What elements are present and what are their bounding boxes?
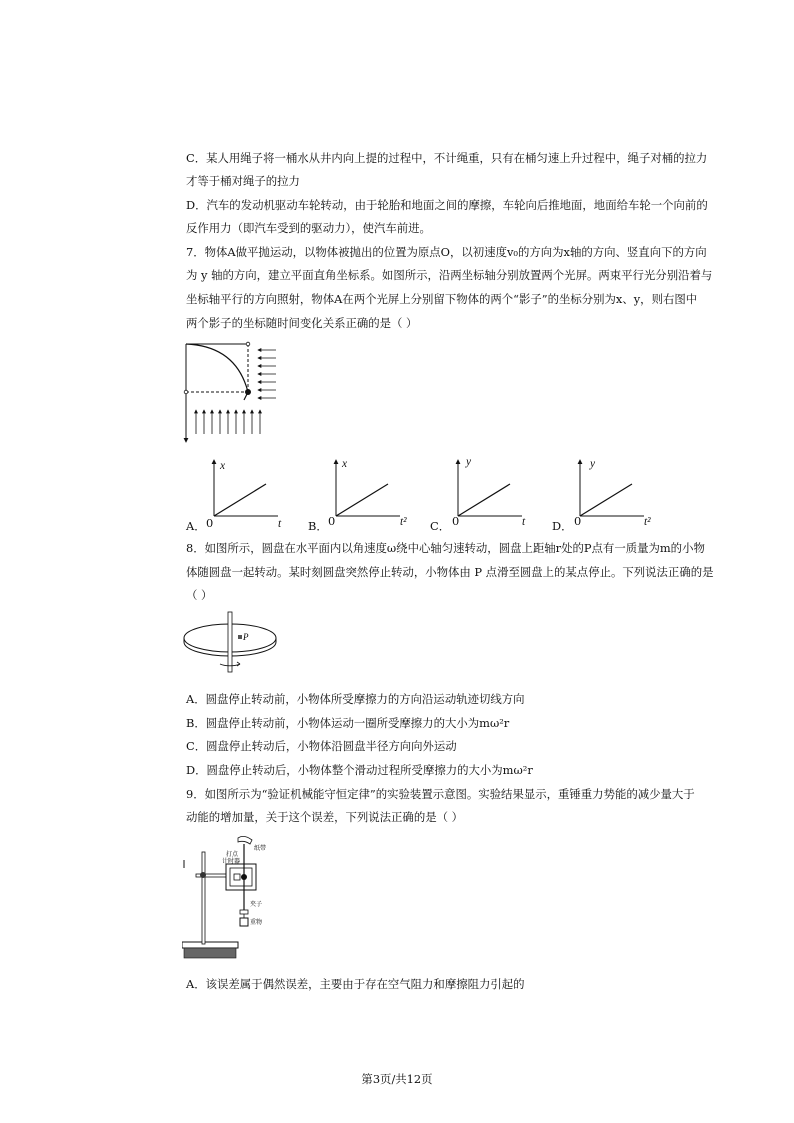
origin-label: 0 — [452, 514, 460, 528]
page-footer: 第3页/共12页 — [361, 1072, 433, 1086]
text-line: D．圆盘停止转动后，小物体整个滑动过程所受摩擦力的大小为mω²r — [186, 763, 533, 777]
text-line: 8．如图所示，圆盘在水平面内以角速度ω绕中心轴匀速转动，圆盘上距轴r处的P点有一质量为m的小物 — [186, 541, 705, 555]
timer-label-2: 计时器 — [222, 858, 241, 865]
x-axis-label: t — [522, 516, 526, 528]
text-line: A．该误差属于偶然误差，主要由于存在空气阻力和摩擦阻力引起的 — [186, 977, 525, 991]
text-line: 才等于桶对绳子的拉力 — [186, 174, 300, 188]
y-axis-label: x — [220, 460, 226, 472]
text-line: 体随圆盘一起转动。某时刻圆盘突然停止转动，小物体由 P 点滑至圆盘上的某点停止。下列说法正确的是 — [186, 565, 714, 579]
text-line: （ ） — [186, 588, 213, 602]
text-line: A．圆盘停止转动前，小物体所受摩擦力的方向沿运动轨迹切线方向 — [186, 692, 525, 706]
text-line: 7．物体A做平抛运动，以物体被抛出的位置为原点O，以初速度v₀的方向为x轴的方向、竖直向下的方向 — [186, 245, 707, 259]
rotating-disc-figure — [180, 608, 280, 678]
graph-a — [206, 456, 286, 536]
origin-label: 0 — [328, 514, 336, 528]
graph-c — [450, 456, 530, 536]
text-line: 坐标轴平行的方向照射，物体A在两个光屏上分别留下物体的两个“影子”的坐标分别为x、y，则右图中 — [186, 292, 698, 306]
point-p-label: P — [243, 632, 249, 642]
text-line: 为 y 轴的方向，建立平面直角坐标系。如图所示，沿两坐标轴分别放置两个光屏。两束平行光分别沿着与 — [186, 268, 713, 282]
y-axis-label: y — [466, 456, 472, 468]
x-axis-label: t² — [644, 516, 651, 528]
text-line: 动能的增加量，关于这个误差，下列说法正确的是（ ） — [186, 810, 463, 824]
text-line: C．圆盘停止转动后，小物体沿圆盘半径方向向外运动 — [186, 739, 457, 753]
text-line: C．某人用绳子将一桶水从井内向上提的过程中，不计绳重，只有在桶匀速上升过程中，绳子对桶的拉力 — [186, 151, 708, 165]
y-axis-label: x — [342, 458, 348, 470]
text-line: 反作用力（即汽车受到的驱动力），使汽车前进。 — [186, 221, 431, 235]
graph-b — [328, 456, 408, 536]
text-line: 9．如图所示为“验证机械能守恒定律”的实验装置示意图。实验结果显示，重锤重力势能的减少量大于 — [186, 787, 695, 801]
option-label: C． — [430, 519, 451, 533]
tape-label: 纸带 — [254, 845, 267, 852]
timer-label-1: 打点 — [226, 851, 239, 858]
apparatus-figure — [182, 834, 292, 960]
x-axis-label: t — [278, 518, 282, 530]
text-line: D．汽车的发动机驱动车轮转动，由于轮胎和地面之间的摩擦，车轮向后推地面，地面给车轮一个向前的 — [186, 198, 708, 212]
origin-label: 0 — [206, 516, 214, 530]
option-label: A． — [186, 519, 206, 533]
option-label: D． — [552, 519, 573, 533]
origin-label: 0 — [574, 514, 582, 528]
y-axis-label: y — [590, 458, 596, 470]
text-line: B．圆盘停止转动前，小物体运动一圈所受摩擦力的大小为mω²r — [186, 716, 510, 730]
projectile-figure — [178, 338, 278, 446]
x-axis-label: t² — [400, 516, 407, 528]
weight-label: 重物 — [250, 919, 263, 926]
option-label: B． — [308, 519, 328, 533]
clamp-label: 夹子 — [250, 901, 263, 908]
text-line: 两个影子的坐标随时间变化关系正确的是（ ） — [186, 316, 418, 330]
graph-d — [572, 456, 652, 536]
